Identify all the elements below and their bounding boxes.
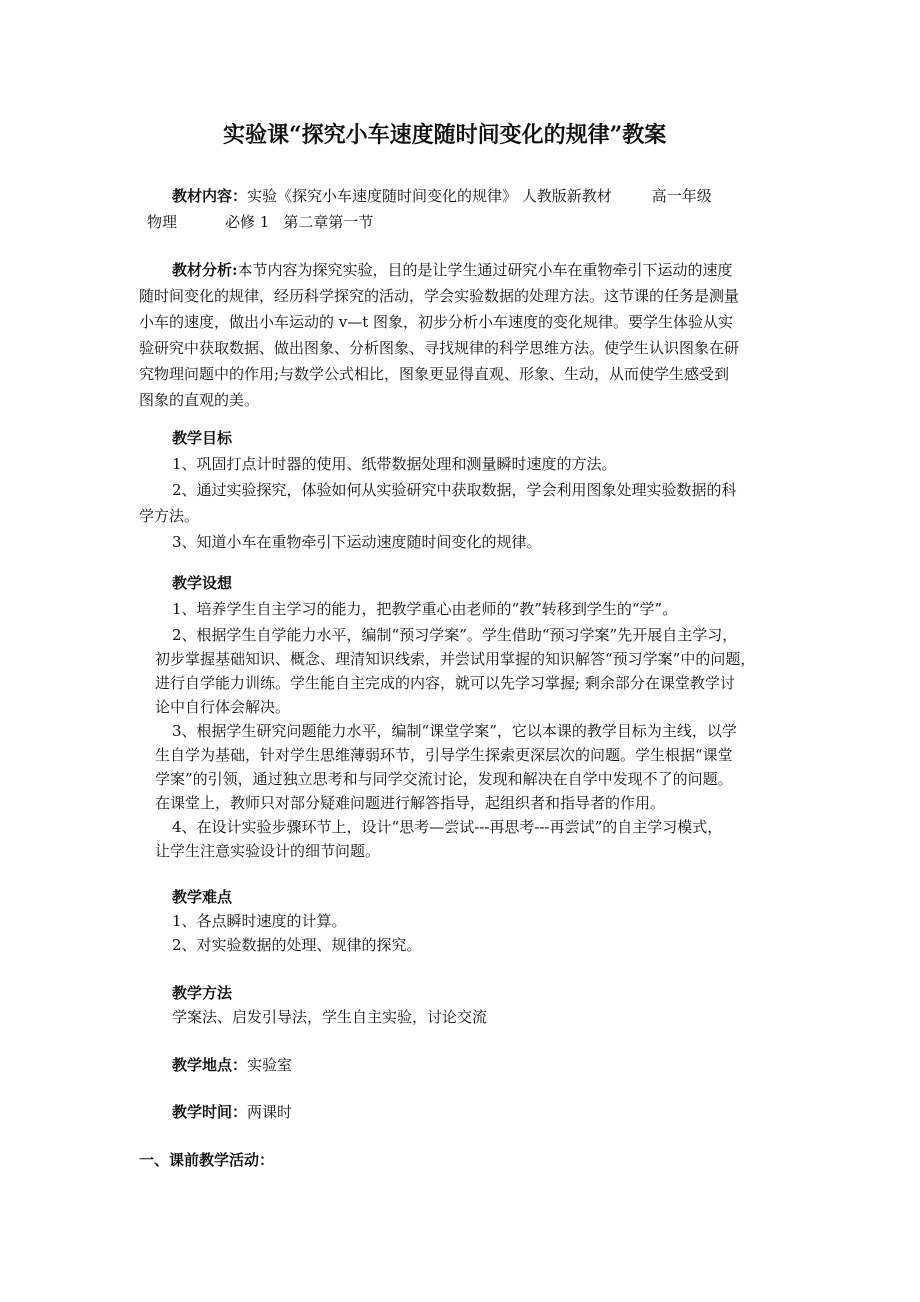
- design-line: 进行自学能力训练。学生能自主完成的内容，就可以先学习掌握; 剩余部分在课堂教学讨: [155, 674, 735, 692]
- design-line: 生自学为基础，针对学生思维薄弱环节，引导学生探索更深层次的问题。学生根据“课堂: [155, 746, 733, 764]
- objectives-line: 3、知道小车在重物牵引下运动速度随时间变化的规律。: [172, 533, 542, 551]
- difficulties-line: 1、各点瞬时速度的计算。: [172, 912, 347, 930]
- objectives-heading: 教学目标: [172, 429, 233, 447]
- design-line: 3、根据学生研究问题能力水平，编制“课堂学案”，它以本课的教学目标为主线，以学: [172, 722, 737, 740]
- design-heading: 教学设想: [172, 574, 233, 592]
- analysis-line: 小车的速度，做出小车运动的 v—t 图象，初步分析小车速度的变化规律。要学生体验从实: [139, 313, 734, 331]
- analysis-line: 随时间变化的规律，经历科学探究的活动，学会实验数据的处理方法。这节课的任务是测量: [139, 287, 740, 305]
- design-line: 学案”的引领，通过独立思考和与同学交流讨论，发现和解决在自学中发现不了的问题。: [155, 770, 733, 788]
- design-line: 4、在设计实验步骤环节上，设计“思考—尝试---再思考---再尝试”的自主学习模式，: [172, 818, 723, 836]
- page-title: 实验课“探究小车速度随时间变化的规律”教案: [223, 122, 667, 148]
- methods-heading: 教学方法: [172, 984, 233, 1002]
- methods-text: 学案法、启发引导法，学生自主实验，讨论交流: [172, 1008, 488, 1026]
- material-grade: 高一年级: [651, 187, 712, 205]
- analysis-label: 教材分析:: [172, 261, 238, 279]
- analysis-line: 图象的直观的美。: [139, 391, 260, 409]
- material-label: 教材内容：: [172, 187, 248, 205]
- objectives-line: 学方法。: [139, 507, 200, 525]
- design-line: 2、根据学生自学能力水平，编制“预习学案”。学生借助“预习学案”先开展自主学习，: [172, 626, 738, 644]
- duration-value: 两课时: [247, 1103, 293, 1121]
- location-line: [172, 1052, 292, 1078]
- design-line: 1、培养学生自主学习的能力，把教学重心由老师的“教”转移到学生的“学”。: [172, 600, 678, 618]
- analysis-line: 验研究中获取数据、做出图象、分析图象、寻找规律的科学思维方法。使学生认识图象在研: [139, 339, 740, 357]
- location-label: 教学地点：: [172, 1056, 248, 1074]
- material-subject: 物理: [147, 213, 178, 231]
- material-chapter: 第二章第一节: [283, 213, 374, 231]
- duration-line: [172, 1099, 292, 1125]
- material-text: 实验《探究小车速度随时间变化的规律》 人教版新教材: [247, 187, 612, 205]
- duration-label: 教学时间：: [172, 1103, 248, 1121]
- location-value: 实验室: [247, 1056, 293, 1074]
- design-line: 论中自行体会解决。: [155, 698, 291, 716]
- analysis-line: 教材分析:本节内容为探究实验，目的是让学生通过研究小车在重物牵引下运动的速度: [172, 261, 733, 279]
- design-line: 让学生注意实验设计的细节问题。: [155, 842, 381, 860]
- objectives-line: 1、巩固打点计时器的使用、纸带数据处理和测量瞬时速度的方法。: [172, 455, 617, 473]
- analysis-line: 究物理问题中的作用;与数学公式相比，图象更显得直观、形象、生动，从而使学生感受到: [139, 365, 730, 383]
- material-line-2: [147, 209, 373, 235]
- material-book: 必修 1: [225, 213, 270, 231]
- difficulties-line: 2、对实验数据的处理、规律的探究。: [172, 936, 422, 954]
- objectives-line: 2、通过实验探究，体验如何从实验研究中获取数据，学会利用图象处理实验数据的科: [172, 481, 737, 499]
- difficulties-heading: 教学难点: [172, 888, 233, 906]
- section-heading: 一、课前教学活动：: [139, 1151, 275, 1169]
- design-line: 初步掌握基础知识、概念、理清知识线索，并尝试用掌握的知识解答“预习学案”中的问题，: [155, 650, 756, 668]
- design-line: 在课堂上，教师只对部分疑难问题进行解答指导，起组织者和指导者的作用。: [155, 794, 666, 812]
- material-line-1: [172, 183, 712, 209]
